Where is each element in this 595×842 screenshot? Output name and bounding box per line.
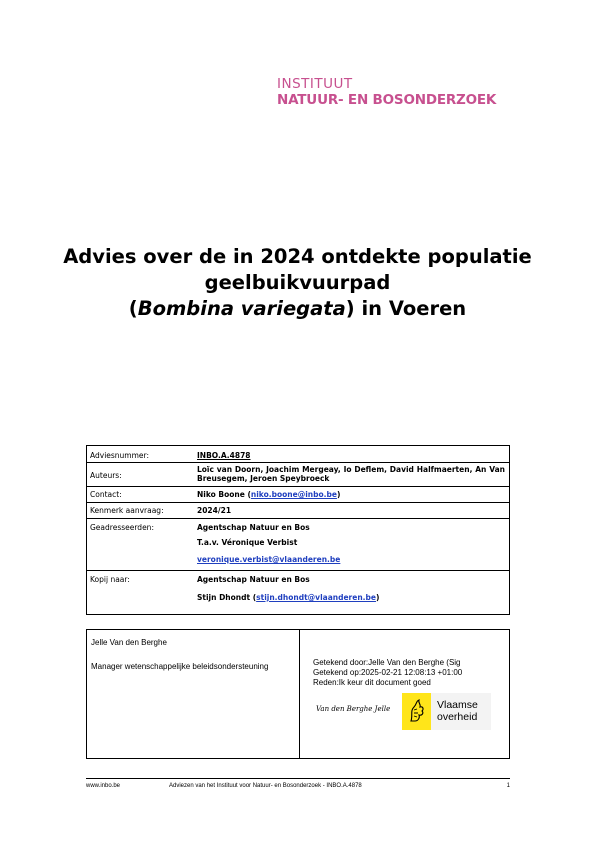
title-open-paren: ( [128,297,138,320]
label-kenmerk: Kenmerk aanvraag: [90,506,164,515]
value-kopij-name [197,593,505,602]
logo-line-2: NATUUR- EN BOSONDERZOEK [277,92,497,108]
contact-name: Niko Boone ( [197,490,251,499]
title-part-1: Advies over de in 2024 ontdekte populatie geelbuikvuurpad [63,245,532,294]
label-kopij: Kopij naar: [90,575,130,584]
label-adviesnummer: Adviesnummer: [90,451,150,460]
lion-icon [402,693,431,730]
value-auteurs: Loïc van Doorn, Joachim Mergeay, Io Deflem, David Halfmaerten, An Van Breusegem, Jeroen Speybroeck [197,465,505,483]
row-divider [87,462,509,463]
row-divider [87,570,509,571]
title-species: Bombina variegata [137,297,346,320]
footer-site: www.inbo.be [86,783,121,789]
vo-line-2: overheid [437,711,478,723]
signer-name: Jelle Van den Berghe [91,638,167,647]
document-title [60,244,535,322]
value-kopij-org: Agentschap Natuur en Bos [197,575,310,584]
vo-line-1: Vlaamse [437,699,478,711]
footer-text: Adviezen van het Instituut voor Natuur- en Bosonderzoek - INBO.A.4878 [169,783,362,789]
label-geadresseerden: Geadresseerden: [90,523,154,532]
label-contact: Contact: [90,490,122,499]
signature-divider [299,630,300,758]
row-divider [87,486,509,487]
vlaamse-overheid-logo [402,693,491,730]
contact-email-link[interactable]: niko.boone@inbo.be [250,490,337,499]
value-contact [197,490,505,499]
page-number: 1 [506,783,510,789]
kopij-close: ) [375,593,380,602]
value-adviesnummer: INBO.A.4878 [197,451,251,460]
geadr-email-link[interactable]: veronique.verbist@vlaanderen.be [197,555,341,564]
signed-on: Getekend op:2025-02-21 12:08:13 +01:00 [313,668,463,677]
sign-reason: Reden:Ik keur dit document goed [313,678,431,687]
page-footer [86,778,510,789]
handwritten-signature: Van den Berghe Jelle [316,705,391,713]
logo-line-1: INSTITUUT [277,76,353,92]
kopij-email-link[interactable]: stijn.dhondt@vlaanderen.be [256,593,376,602]
row-divider [87,502,509,503]
row-divider [87,518,509,519]
value-geadr-org: Agentschap Natuur en Bos [197,523,310,532]
title-part-2: ) in Voeren [345,297,467,320]
value-kenmerk: 2024/21 [197,506,232,515]
signed-by: Getekend door:Jelle Van den Berghe (Sig [313,658,461,667]
metadata-table [86,445,510,615]
signer-role: Manager wetenschappelijke beleidsondersteuning [91,662,269,671]
contact-close: ) [336,490,341,499]
inbo-logo [277,76,496,108]
vlaamse-overheid-text [437,699,478,723]
signature-block [86,629,510,759]
kopij-name: Stijn Dhondt ( [197,593,257,602]
value-geadr-tav: T.a.v. Véronique Verbist [197,538,298,547]
label-auteurs: Auteurs: [90,471,122,480]
